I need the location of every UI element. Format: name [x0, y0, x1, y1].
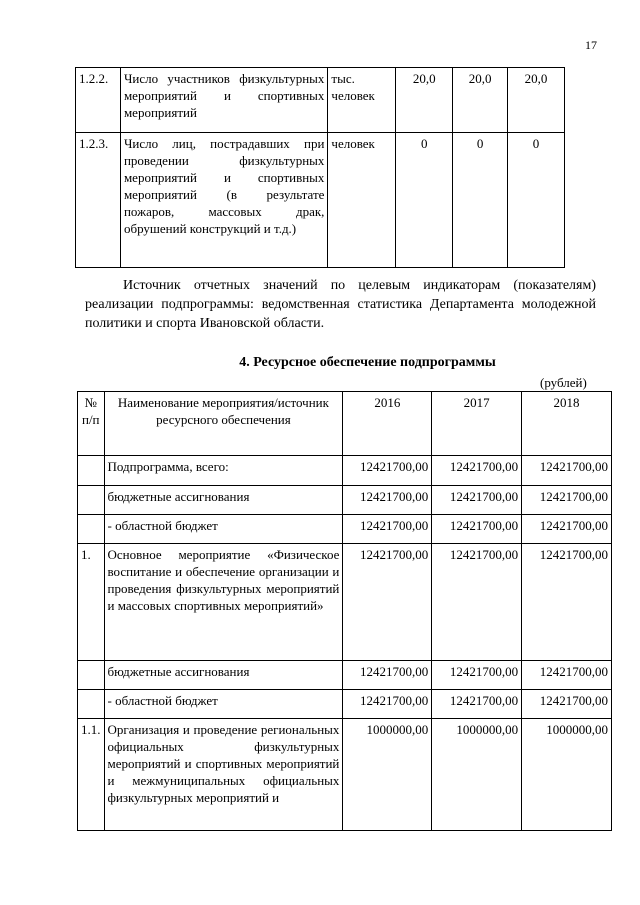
value-cell: 0 — [453, 133, 508, 268]
resources-table — [77, 391, 612, 831]
amount-cell: 12421700,00 — [432, 456, 522, 486]
units-label: (рублей) — [540, 375, 587, 390]
table-row — [78, 486, 612, 515]
value-cell: 0 — [508, 133, 565, 268]
source-paragraph: Источник отчетных значений по целевым индикаторам (показателям) реализации подпрограммы: ведомственная статистика Департамента молодежной политики и спорта Ивановской области. — [85, 278, 596, 331]
value-cell: 0 — [396, 133, 453, 268]
indicators-table — [75, 67, 565, 268]
unit-cell: тыс. человек — [328, 68, 396, 133]
amount-cell: 12421700,00 — [522, 661, 612, 690]
row-number — [78, 515, 105, 544]
table-row — [76, 68, 565, 133]
value-cell: 20,0 — [508, 68, 565, 133]
amount-cell: 12421700,00 — [522, 544, 612, 661]
amount-cell: 12421700,00 — [432, 544, 522, 661]
row-number: 1.2.3. — [76, 133, 121, 268]
row-number: 1.2.2. — [76, 68, 121, 133]
amount-cell: 12421700,00 — [522, 515, 612, 544]
amount-cell: 12421700,00 — [432, 690, 522, 719]
row-number: 1. — [78, 544, 105, 661]
header-year-2018: 2018 — [522, 392, 612, 456]
item-name: Подпрограмма, всего: — [104, 456, 343, 486]
page-number: 17 — [585, 38, 597, 52]
row-number — [78, 486, 105, 515]
table-header-row — [78, 392, 612, 456]
amount-cell: 12421700,00 — [522, 486, 612, 515]
amount-cell: 12421700,00 — [343, 456, 432, 486]
indicator-name: Число лиц, пострадавших при проведении физкультурных мероприятий и спортивных мероприятий (в результате пожаров, массовых драк, обрушений конструкций и т.д.) — [120, 133, 327, 268]
amount-cell: 1000000,00 — [432, 719, 522, 831]
table-row — [76, 133, 565, 268]
table-row — [78, 544, 612, 661]
value-cell: 20,0 — [396, 68, 453, 133]
indicator-name: Число участников физкультурных мероприятий и спортивных мероприятий — [120, 68, 327, 133]
row-number — [78, 690, 105, 719]
header-year-2016: 2016 — [343, 392, 432, 456]
value-cell: 20,0 — [453, 68, 508, 133]
amount-cell: 12421700,00 — [343, 661, 432, 690]
item-name: - областной бюджет — [104, 515, 343, 544]
amount-cell: 12421700,00 — [343, 486, 432, 515]
amount-cell: 12421700,00 — [522, 456, 612, 486]
amount-cell: 12421700,00 — [343, 690, 432, 719]
header-num: № п/п — [78, 392, 105, 456]
table-row — [78, 719, 612, 831]
item-name: - областной бюджет — [104, 690, 343, 719]
unit-cell: человек — [328, 133, 396, 268]
item-name: бюджетные ассигнования — [104, 486, 343, 515]
row-number — [78, 661, 105, 690]
item-name: Основное мероприятие «Физическое воспитание и обеспечение организации и проведения физкультурных мероприятий и массовых спортивных мероприятий» — [104, 544, 343, 661]
table-row — [78, 690, 612, 719]
amount-cell: 12421700,00 — [432, 486, 522, 515]
amount-cell: 12421700,00 — [432, 515, 522, 544]
amount-cell: 12421700,00 — [432, 661, 522, 690]
amount-cell: 12421700,00 — [522, 690, 612, 719]
table-row — [78, 456, 612, 486]
amount-cell: 1000000,00 — [522, 719, 612, 831]
table-row — [78, 515, 612, 544]
amount-cell: 1000000,00 — [343, 719, 432, 831]
amount-cell: 12421700,00 — [343, 544, 432, 661]
row-number — [78, 456, 105, 486]
item-name: Организация и проведение региональных официальных физкультурных мероприятий и спортивных мероприятий и межмуниципальных официальных физкультурных мероприятий и — [104, 719, 343, 831]
header-year-2017: 2017 — [432, 392, 522, 456]
item-name: бюджетные ассигнования — [104, 661, 343, 690]
section-title: 4. Ресурсное обеспечение подпрограммы — [239, 355, 496, 370]
table-row — [78, 661, 612, 690]
amount-cell: 12421700,00 — [343, 515, 432, 544]
row-number: 1.1. — [78, 719, 105, 831]
header-name: Наименование мероприятия/источник ресурсного обеспечения — [104, 392, 343, 456]
